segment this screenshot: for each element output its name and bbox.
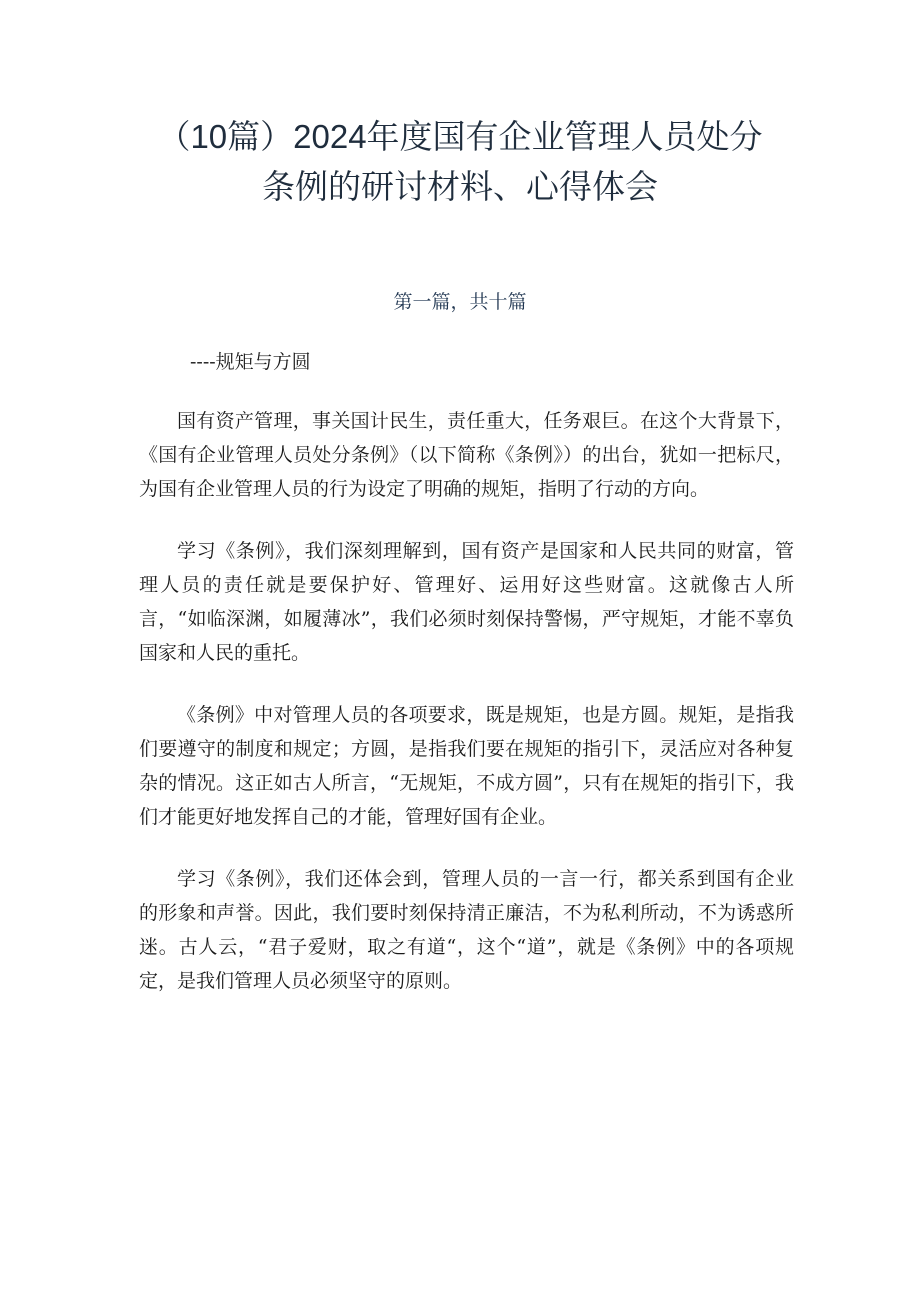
- subheading: ----规矩与方圆: [190, 351, 311, 373]
- document-body: [139, 404, 794, 1026]
- document-title: [120, 112, 800, 212]
- section-label: 第一篇，共十篇: [393, 291, 527, 313]
- title-line-2: 条例的研讨材料、心得体会: [262, 168, 658, 205]
- paragraph-1: 国有资产管理，事关国计民生，责任重大，任务艰巨。在这个大背景下，《国有企业管理人员处分条例》（以下简称《条例》）的出台，犹如一把标尺，为国有企业管理人员的行为设定了明确的规矩，指明了行动的方向。: [139, 410, 794, 500]
- paragraph-2: 学习《条例》，我们深刻理解到，国有资产是国家和人民共同的财富，管理人员的责任就是要保护好、管理好、运用好这些财富。这就像古人所言，“如临深渊，如履薄冰”，我们必须时刻保持警惕，严守规矩，才能不辜负国家和人民的重托。: [139, 540, 794, 664]
- paragraph-4: 学习《条例》，我们还体会到，管理人员的一言一行，都关系到国有企业的形象和声誉。因此，我们要时刻保持清正廉洁，不为私利所动，不为诱惑所迷。古人云，“君子爱财，取之有道“，这个“道”，就是《条例》中的各项规定，是我们管理人员必须坚守的原则。: [139, 868, 794, 992]
- title-line-1: （10篇）2024年度国有企业管理人员处分: [157, 118, 763, 155]
- paragraph-3: 《条例》中对管理人员的各项要求，既是规矩，也是方圆。规矩，是指我们要遵守的制度和规定；方圆，是指我们要在规矩的指引下，灵活应对各种复杂的情况。这正如古人所言，“无规矩，不成方圆”，只有在规矩的指引下，我们才能更好地发挥自己的才能，管理好国有企业。: [139, 704, 794, 828]
